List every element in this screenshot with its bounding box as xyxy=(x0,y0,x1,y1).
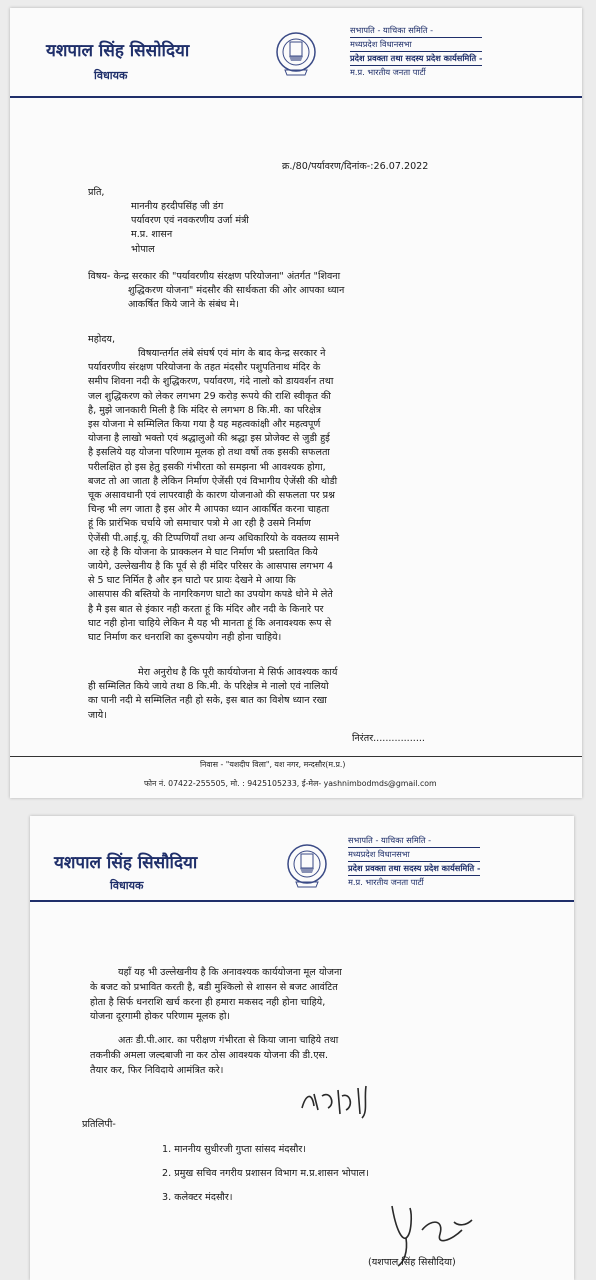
designation-line: सभापति - याचिका समिति - xyxy=(348,834,480,848)
body-line: परीलक्षित हो इस हेतु इसकी गंभीरता को समझना भी आवश्यक होगा, xyxy=(88,461,326,473)
subject-block xyxy=(88,270,344,313)
subject-line: आकर्षित किये जाने के संबंध मे। xyxy=(128,299,239,311)
para-line: तैयार कर, फिर निविदाये आमंत्रित करे। xyxy=(90,1064,224,1076)
body-line: घाट नही होना चाहिये लेकिन मै यह भी मानता हूं कि अनावश्यक रूप से xyxy=(88,617,332,629)
body-line: योजना है लाखो भक्तो एवं श्रद्धालुओ की श्रद्धा इस प्रोजेक्ट से जुडी हुई xyxy=(88,433,330,445)
contact-details: फोन नं. 07422-255505, मो. : 9425105233, ई-मेल- yashnimbodmds@gmail.com xyxy=(144,779,437,788)
request-line: ही सम्मिलित किये जाये तथा 8 कि.मी. के परिक्षेत्र मे नालो एवं नालियो xyxy=(88,681,329,693)
body-line: से 5 घाट निर्मित है और इन घाटो पर प्रायः देखने मे आया कि xyxy=(88,575,296,587)
body-line: आ रहे है कि योजना के प्राक्कलन मे घाट निर्माण भी प्रस्तावित किये xyxy=(88,546,318,558)
initials-signature-icon xyxy=(296,1080,388,1122)
body-line: समीप शिवना नदी के शुद्धिकरण, पर्यावरण, गंदे नालो को डायवर्शन तथा xyxy=(88,376,334,388)
request-line: मेरा अनुरोध है कि पूरी कार्ययोजना मे सिर्फ आवश्यक कार्य xyxy=(138,667,338,678)
designation-line: प्रदेश प्रवक्ता तथा सदस्य प्रदेश कार्यसमिति - xyxy=(348,862,480,876)
cc-item: 2. प्रमुख सचिव नगरीय प्रशासन विभाग म.प्र.शासन भोपाल। xyxy=(162,1168,369,1179)
body-line: घाट निर्माण कर धनराशि का दुरूपयोग नही होना चाहिये। xyxy=(88,632,282,644)
body-line: ऐजेंसी पी.आई.यू. की टिप्पणियाँ तथा अन्य अधिकारियो के वक्तव्य सामने xyxy=(88,532,340,544)
paragraph-dpr-review xyxy=(90,1034,338,1078)
letter-page-2 xyxy=(30,816,574,1280)
sender-title: विधायक xyxy=(110,879,144,892)
body-line: विषयान्तर्गत लंबे संघर्ष एवं मांग के बाद केन्द्र सरकार ने xyxy=(138,348,326,359)
request-line: जाये। xyxy=(88,709,107,721)
sender-name: यशपाल सिंह सिसौदिया xyxy=(54,853,198,873)
subject-line: शुद्धिकरण योजना" मंदसौर की सार्थकता की ओर आपका ध्यान xyxy=(128,285,345,297)
body-line: पर्यावरणीय संरक्षण परियोजना के तहत मंदसौर पशुपतिनाथ मंदिर के xyxy=(88,362,321,374)
body-line: है, मुझे जानकारी मिली है कि मंदिर से लगभग 8 कि.मी. का परिक्षेत्र xyxy=(88,404,322,416)
body-line: जायेगे, उल्लेखनीय है कि पूर्व से ही मंदिर परिसर के आसपास लगभग 4 xyxy=(88,561,334,573)
para-line: तकनीकी अमला जल्दबाजी ना कर ठोस आवश्यक योजना की डी.एस. xyxy=(90,1049,329,1061)
reference-number: क्र./80/पर्यावरण/दिनांक-:26.07.2022 xyxy=(282,161,429,172)
body-line: बजट तो आ जाता है लेकिन निर्माण ऐजेंसी एवं विभागीय ऐजेंसी की थोडी xyxy=(88,475,338,487)
body-line: इस योजना मे सम्मिलित किया गया है यह महत्वकांक्षी और महत्वपूर्ण xyxy=(88,419,321,431)
header-divider xyxy=(30,900,574,902)
cc-label: प्रतिलिपी- xyxy=(82,1119,116,1130)
addressee-line: माननीय हरदीपसिंह जी डंग xyxy=(131,201,224,212)
salutation: महोदय, xyxy=(88,334,116,345)
addressee-line: म.प्र. शासन xyxy=(131,229,173,241)
request-line: का पानी नदी मे सम्मिलित नही हो सके, इस बात का विशेष ध्यान रखा xyxy=(88,695,327,707)
letter-body xyxy=(88,347,339,645)
signatory-name: (यशपाल सिंह सिसौदिया) xyxy=(368,1257,456,1268)
state-emblem-icon xyxy=(286,842,328,890)
para-line: होता है सिर्फ धनराशि खर्च करना ही हमारा मकसद नही होना चाहिये, xyxy=(90,996,326,1008)
header-divider xyxy=(10,96,582,98)
body-line: आसपास की बस्तियो के नागरिकगण घाटो का उपयोग कपडे धोने मे लेते xyxy=(88,589,333,601)
subject-line: विषय- केन्द्र सरकार की "पर्यावरणीय संरक्षण परियोजना" अंतर्गत "शिवना xyxy=(88,271,341,282)
letter-page-1 xyxy=(10,8,582,798)
state-emblem-icon xyxy=(275,30,317,78)
sender-name: यशपाल सिंह सिसोदिया xyxy=(46,41,190,61)
designation-line: म.प्र. भारतीय जनता पार्टी xyxy=(348,877,424,887)
designation-line: प्रदेश प्रवक्ता तथा सदस्य प्रदेश कार्यसमिति - xyxy=(350,52,482,66)
designation-line: मध्यप्रदेश विधानसभा xyxy=(350,38,482,52)
designation-line: म.प्र. भारतीय जनता पार्टी xyxy=(350,67,426,77)
designation-line: सभापति - याचिका समिति - xyxy=(350,24,482,38)
body-line: है इसलिये यह योजना परिणाम मूलक हो तथा वर्षो तक इसकी सफलता xyxy=(88,447,330,459)
sender-designations xyxy=(348,834,480,889)
residence-address: निवास - "यशदीप विला", यश नगर, मन्दसौर(म.प्र.) xyxy=(200,760,346,769)
cc-list xyxy=(162,1138,369,1210)
body-line: है मै इस बात से इंकार नही करता हूं कि मंदिर और नदी के किनारे पर xyxy=(88,603,324,615)
para-line: यहाँ यह भी उल्लेखनीय है कि अनावश्यक कार्ययोजना मूल योजना xyxy=(118,967,342,978)
addressee-line: पर्यावरण एवं नवकरणीय उर्जा मंत्री xyxy=(131,215,249,227)
para-line: योजना दूरगामी होकर परिणाम मूलक हो। xyxy=(90,1011,231,1023)
addressee-block xyxy=(131,200,249,257)
body-line: चूक असावधानी एवं लापरवाही के कारण योजनाओ की सफलता पर प्रश्न xyxy=(88,490,335,502)
addressee-line: भोपाल xyxy=(131,243,155,255)
paragraph-unnecessary-plans xyxy=(90,966,342,1025)
cc-item: 1. माननीय सुधीरजी गुप्ता सांसद मंदसौर। xyxy=(162,1144,306,1155)
para-line: के बजट को प्रभावित करती है, बडी मुश्किलो से शासन से बजट आवंटित xyxy=(90,981,338,993)
designation-line: मध्यप्रदेश विधानसभा xyxy=(348,848,480,862)
continued-marker: निरंतर................. xyxy=(352,733,425,744)
sender-designations xyxy=(350,24,482,79)
sender-title: विधायक xyxy=(94,69,128,82)
request-paragraph xyxy=(88,666,337,723)
footer-divider xyxy=(10,756,582,757)
body-line: चिन्ह भी लग जाता है इस ओर मै आपका ध्यान आकर्षित करना चाहता xyxy=(88,504,330,516)
body-line: हूं कि प्रारंभिक चर्चाये जो समाचार पत्रो मे आ रही है उसमे निर्माण xyxy=(88,518,311,530)
body-line: जल शुद्धिकरण को लेकर लगभग 29 करोड़ रूपये की राशि स्वीकृत की xyxy=(88,390,331,402)
to-label: प्रति, xyxy=(88,187,105,198)
cc-item: 3. कलेक्टर मंदसौर। xyxy=(162,1192,233,1203)
para-line: अतः डी.पी.आर. का परीक्षण गंभीरता से किया जाना चाहिये तथा xyxy=(118,1035,339,1046)
